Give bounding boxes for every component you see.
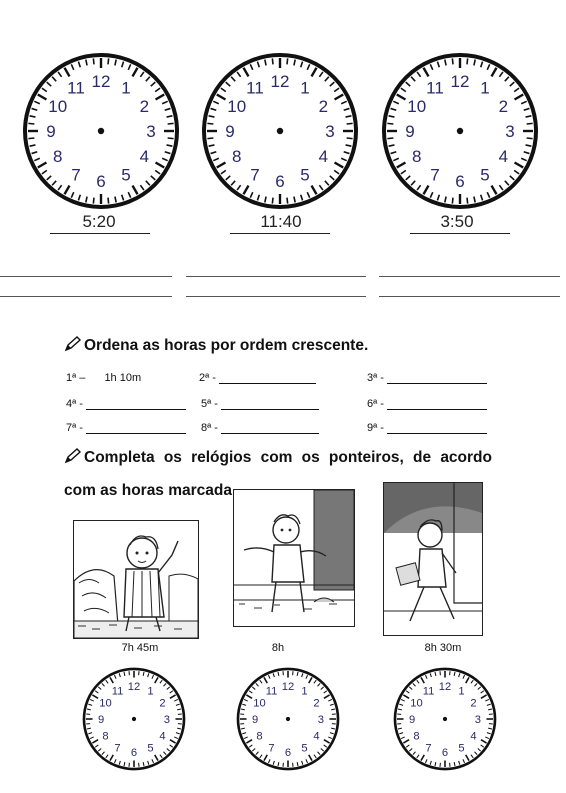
clock-tick [207,138,213,139]
clock-tick [467,58,468,64]
order-item-blank[interactable] [387,408,487,410]
clock-numeral: 2 [159,697,166,710]
clock-numeral: 11 [246,78,264,98]
clock-face-2 [201,52,359,210]
clock-tick [527,138,533,139]
clock-numeral: 8 [256,730,263,743]
clock-numeral: 5 [147,742,154,755]
clock-numeral: 7 [71,165,81,185]
order-item-7 [66,422,186,434]
clock-numeral: 8 [52,147,63,166]
clock-numeral: 3 [317,713,325,726]
order-item-label: 4ª - [66,398,83,410]
clock-numeral: 3 [474,713,482,726]
clock-numeral: 8 [102,730,109,743]
clock-center-dot [443,717,447,721]
clock-numeral: 6 [455,172,465,191]
clock-numeral: 2 [318,97,329,116]
clock-tick [452,198,453,204]
order-item-label: 3ª - [367,372,384,384]
clock-numeral: 2 [470,697,477,710]
boy-waking-illustration [74,521,198,638]
writing-line[interactable] [379,296,560,297]
picture-boy-school [383,482,483,636]
order-item-blank[interactable] [387,382,487,384]
empty-clock-face-3[interactable] [393,667,497,771]
order-item-label: 6ª - [367,398,384,410]
order-item-8 [201,422,319,434]
clock-tick [347,138,353,139]
clock-numeral: 1 [147,685,154,698]
order-item-label: 5ª - [201,398,218,410]
clock-numeral: 9 [225,122,235,141]
clock-time-label-2: 11:40 [260,212,302,231]
clock-numeral: 10 [410,697,423,710]
clock-tick [527,123,533,124]
clock-tick [467,198,468,204]
picture-boy-waking [73,520,199,639]
order-item-label: 9ª - [367,422,384,434]
clock-numeral: 9 [408,713,416,726]
order-item-blank[interactable] [86,432,186,434]
pencil-icon [64,448,82,464]
clock-time-underline-1 [50,233,150,234]
clock-tick [168,138,174,139]
clock-numeral: 12 [127,681,141,694]
clock-numeral: 4 [498,147,509,166]
clock-numeral: 5 [121,165,131,185]
clock-center-dot [286,717,290,721]
order-item-value[interactable]: 1h 10m [104,372,142,384]
clock-numeral: 10 [48,97,68,116]
picture-boy-dressing [233,489,355,627]
clock-time-label-3: 3:50 [440,212,474,231]
clock-numeral: 11 [426,78,444,98]
order-item-blank[interactable] [86,408,186,410]
clock-face-3 [381,52,539,210]
clock-numeral: 12 [270,72,290,91]
clock-numeral: 7 [430,165,440,185]
clock-numeral: 2 [313,697,320,710]
clock-tick [108,58,109,64]
clock-numeral: 2 [139,97,150,116]
clock-numeral: 1 [301,685,308,698]
clock-numeral: 4 [470,730,477,743]
order-item-blank[interactable] [387,432,487,434]
clock-time-underline-3 [410,233,510,234]
clock-numeral: 1 [480,78,490,98]
clock-numeral: 3 [163,713,171,726]
clock-center-dot [98,128,104,134]
clock-center-dot [457,128,463,134]
clock-numeral: 1 [300,78,310,98]
order-item-3 [367,372,487,384]
empty-clock-face-1[interactable] [82,667,186,771]
clock-numeral: 1 [121,78,131,98]
writing-line[interactable] [379,276,560,277]
clock-numeral: 4 [318,147,329,166]
clock-numeral: 7 [114,742,121,755]
clock-numeral: 8 [411,147,422,166]
clock-tick [287,198,288,204]
clock-tick [272,198,273,204]
clock-numeral: 6 [96,172,106,191]
clock-numeral: 6 [130,746,138,759]
clock-numeral: 3 [146,122,156,141]
clock-numeral: 1 [458,685,465,698]
clock-numeral: 6 [441,746,449,759]
writing-line[interactable] [0,276,172,277]
clock-face-1 [22,52,180,210]
boy-school-illustration [384,483,482,635]
clock-tick [452,58,453,64]
clock-numeral: 7 [268,742,275,755]
clock-numeral: 4 [313,730,320,743]
clock-numeral: 6 [275,172,285,191]
clock-numeral: 9 [46,122,56,141]
order-item-9 [367,422,487,434]
order-heading [64,336,368,355]
clock-tick [387,138,393,139]
order-item-label: 7ª - [66,422,83,434]
clock-numeral: 8 [231,147,242,166]
clock-tick [93,198,94,204]
complete-heading-line1 [64,448,492,467]
clock-numeral: 11 [422,685,435,698]
clock-numeral: 5 [458,742,465,755]
clock-numeral: 10 [253,697,266,710]
writing-line[interactable] [186,296,366,297]
clock-tick [93,58,94,64]
order-item-1 [66,372,141,384]
clock-numeral: 3 [325,122,335,141]
clock-tick [168,123,174,124]
clock-center-dot [132,717,136,721]
clock-tick [387,123,393,124]
order-item-blank[interactable] [221,432,319,434]
clock-tick [287,58,288,64]
clock-tick [28,123,34,124]
picture-caption-3: 8h 30m [424,642,462,654]
clock-numeral: 9 [251,713,259,726]
clock-numeral: 4 [139,147,150,166]
clock-numeral: 12 [281,681,295,694]
clock-numeral: 5 [301,742,308,755]
clock-numeral: 4 [159,730,166,743]
clock-numeral: 5 [300,165,310,185]
clock-numeral: 11 [111,685,124,698]
clock-numeral: 5 [480,165,490,185]
clock-numeral: 7 [425,742,432,755]
clock-numeral: 12 [91,72,111,91]
pencil-icon [64,336,82,352]
order-item-2 [199,372,316,384]
clock-time-label-1: 5:20 [82,212,116,231]
complete-heading-text: Completa os relógios com os ponteiros, de acordo [84,449,492,466]
clock-tick [108,198,109,204]
clock-numeral: 12 [438,681,452,694]
clock-numeral: 2 [498,97,509,116]
order-item-blank[interactable] [221,408,319,410]
picture-caption-2: 8h [271,642,285,654]
complete-heading-line2: com as horas marcada [64,482,233,499]
clock-center-dot [277,128,283,134]
order-item-blank[interactable] [219,382,316,384]
order-item-label: 2ª - [199,372,216,384]
writing-line[interactable] [186,276,366,277]
clock-numeral: 10 [227,97,247,116]
boy-dressing-illustration [234,490,354,626]
picture-caption-1: 7h 45m [121,642,159,654]
empty-clock-face-2[interactable] [236,667,340,771]
clock-numeral: 11 [265,685,278,698]
clock-numeral: 7 [250,165,260,185]
clock-time-underline-2 [230,233,330,234]
clock-numeral: 6 [284,746,292,759]
clock-numeral: 3 [505,122,515,141]
order-item-label: 8ª - [201,422,218,434]
order-item-4 [66,398,186,410]
order-heading-text: Ordena as horas por ordem crescente. [84,337,369,354]
clock-numeral: 10 [407,97,427,116]
clock-numeral: 12 [450,72,470,91]
order-item-label: 1ª – [66,372,86,384]
clock-numeral: 11 [67,78,85,98]
clock-numeral: 9 [97,713,105,726]
order-item-6 [367,398,487,410]
writing-line[interactable] [0,296,172,297]
clock-tick [207,123,213,124]
clock-numeral: 8 [413,730,420,743]
clock-tick [272,58,273,64]
clock-numeral: 10 [99,697,112,710]
clock-tick [28,138,34,139]
clock-tick [347,123,353,124]
order-item-5 [201,398,319,410]
clock-numeral: 9 [405,122,415,141]
